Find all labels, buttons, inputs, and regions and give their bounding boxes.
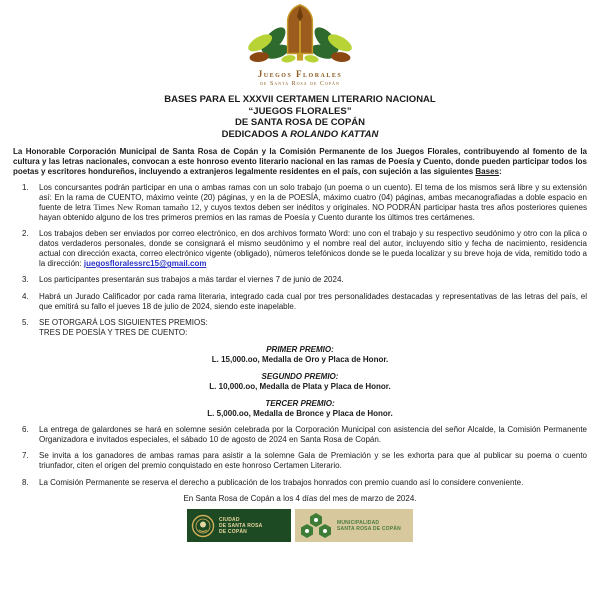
document-title — [13, 94, 587, 140]
clause-1 — [13, 183, 587, 223]
pen-and-leaves-icon — [237, 3, 363, 65]
header-logo — [13, 3, 587, 87]
clause-number: 8. — [22, 477, 29, 487]
clause-3 — [13, 275, 587, 285]
title-line-1: BASES PARA EL XXXVII CERTAMEN LITERARIO NACIONAL — [164, 94, 436, 105]
clause-text: Habrá un Jurado Calificador por cada rama literaria, integrado cada cual por tres personalidades destacadas y representativas de las letras del país, el que emitirá su fallo el jueves 18 de julio de 2024, siendo este inapelable. — [39, 291, 587, 311]
city-seal-logo — [187, 509, 291, 542]
title-line-3: DE SANTA ROSA DE COPÁN — [234, 117, 366, 128]
clause-number: 5. — [22, 318, 29, 328]
clause-7 — [13, 451, 587, 471]
dedication-name: ROLANDO KATTAN — [290, 128, 379, 140]
prize-title: PRIMER PREMIO: — [266, 345, 334, 354]
clause-text: Se invita a los ganadores de ambas ramas para asistir a la solemne Gala de Premiación y se les exhorta para que al publicar su poema o cuento triunfador, citen el origen del premio conquistado en este honroso Certamen Literario. — [39, 451, 587, 471]
city-seal-icon — [191, 514, 215, 538]
title-dedication: DEDICADOS A ROLANDO KATTAN — [221, 128, 379, 140]
clause-text: Los participantes presentarán sus trabajos a más tardar el viernes 7 de junio de 2024. — [39, 275, 344, 285]
clause-number: 1. — [22, 183, 29, 193]
hexagons-icon — [299, 511, 333, 540]
clause-number: 6. — [22, 424, 29, 434]
municipality-logo — [295, 509, 413, 542]
prize-title: SEGUNDO PREMIO: — [261, 371, 339, 381]
footer-logos — [13, 509, 587, 542]
prize-title: TERCER PREMIO: — [265, 398, 335, 408]
city-seal-text: CIUDAD DE SANTA ROSA DE COPÁN — [219, 516, 263, 535]
date-line: En Santa Rosa de Copán a los 4 días del mes de marzo de 2024. — [183, 494, 417, 504]
prizes-heading-line-1: SE OTORGARÁ LOS SIGUIENTES PREMIOS: — [39, 318, 208, 328]
clause-text — [39, 318, 587, 338]
prizes-heading-line-2: TRES DE POESÍA Y TRES DE CUENTO: — [39, 328, 188, 338]
serif-font-sample: Times New Roman tamaño 12 — [93, 202, 200, 213]
clause-number: 7. — [22, 451, 29, 461]
clause-5 — [13, 318, 587, 338]
intro-paragraph: La Honorable Corporación Municipal de Santa Rosa de Copán y la Comisión Permanente de los Juegos Florales, contribuyendo al fomento de la cultura y las letras nacionales, convocan a este honroso evento literario nacional en las ramas de Poesía y Cuento, donde pueden participar todos los poetas y escritores hondureños, incluyendo a extranjeros legalmente residentes en el país, con sujeción a las siguientes Bases: — [13, 147, 587, 176]
submission-email-link[interactable]: juegosfloralessrc15@gmail.com — [83, 259, 207, 269]
logo-title: Juegos Florales — [257, 69, 343, 79]
bases-word: Bases — [475, 166, 499, 176]
clause-number: 4. — [22, 291, 29, 301]
clause-6 — [13, 425, 587, 445]
municipality-text: MUNICIPALIDAD SANTA ROSA DE COPÁN — [337, 519, 401, 532]
prize-detail: L. 15,000.oo, Medalla de Oro y Placa de Honor. — [211, 354, 389, 364]
clause-4 — [13, 292, 587, 312]
clause-number: 3. — [22, 275, 29, 285]
clause-2 — [13, 229, 587, 269]
clause-8 — [13, 478, 587, 488]
clause-text: Los concursantes podrán participar en una o ambas ramas con un solo trabajo (un poema o un cuento). El tema de los mismos será libre y su extensión así: En la rama de CUENTO, máximo veinte (20) páginas, y en la de POESÍA, máximo cuatro (04) páginas, ambas mecanografiadas a doble espacio en fuente de letra Times New Roman tamaño 12, y cuyos textos deben ser inéditos y originales. NO PODRÁN participar hasta tres años posteriores quienes hayan obtenido alguno de los tres primeros premios en las ramas de Poesía y Cuento durante los últimos tres certámenes. — [39, 183, 587, 222]
clause-number: 2. — [22, 229, 29, 239]
clause-text: Los trabajos deben ser enviados por correo electrónico, en dos archivos formato Word: uno con el trabajo y su respectivo seudónimo y otro con la plica o datos verdaderos personales, donde se consignará el mismo seudónimo y el nombre real del autor, incluyendo sitio y fecha de nacimiento, residencia actual con dirección exacta, correo electrónico vigente (obligado), números telefónicos donde se le pueda localizar y su breve hoja de vida, remitido todo a la dirección: juegosfloralessrc15@gmail.com — [39, 229, 587, 269]
clause-text: La entrega de galardones se hará en solemne sesión celebrada por la Corporación Municipal con asistencia del señor Alcalde, la Comisión Permanente Organizadora e invitados especiales, el sábado 10 de agosto de 2024 en Santa Rosa de Copán. — [39, 424, 587, 444]
prize-detail: L. 5,000.oo, Medalla de Bronce y Placa de Honor. — [207, 408, 393, 418]
clause-text: La Comisión Permanente se reserva el derecho a publicación de los trabajos honrados con premio cuando así lo considere conveniente. — [39, 477, 524, 487]
prize-detail: L. 10,000.oo, Medalla de Plata y Placa de Honor. — [209, 381, 391, 391]
third-prize — [13, 399, 587, 419]
logo-subtitle: de Santa Rosa de Copán — [260, 81, 340, 87]
second-prize — [13, 372, 587, 392]
title-line-2: “JUEGOS FLORALES” — [248, 105, 352, 117]
first-prize — [13, 345, 587, 365]
